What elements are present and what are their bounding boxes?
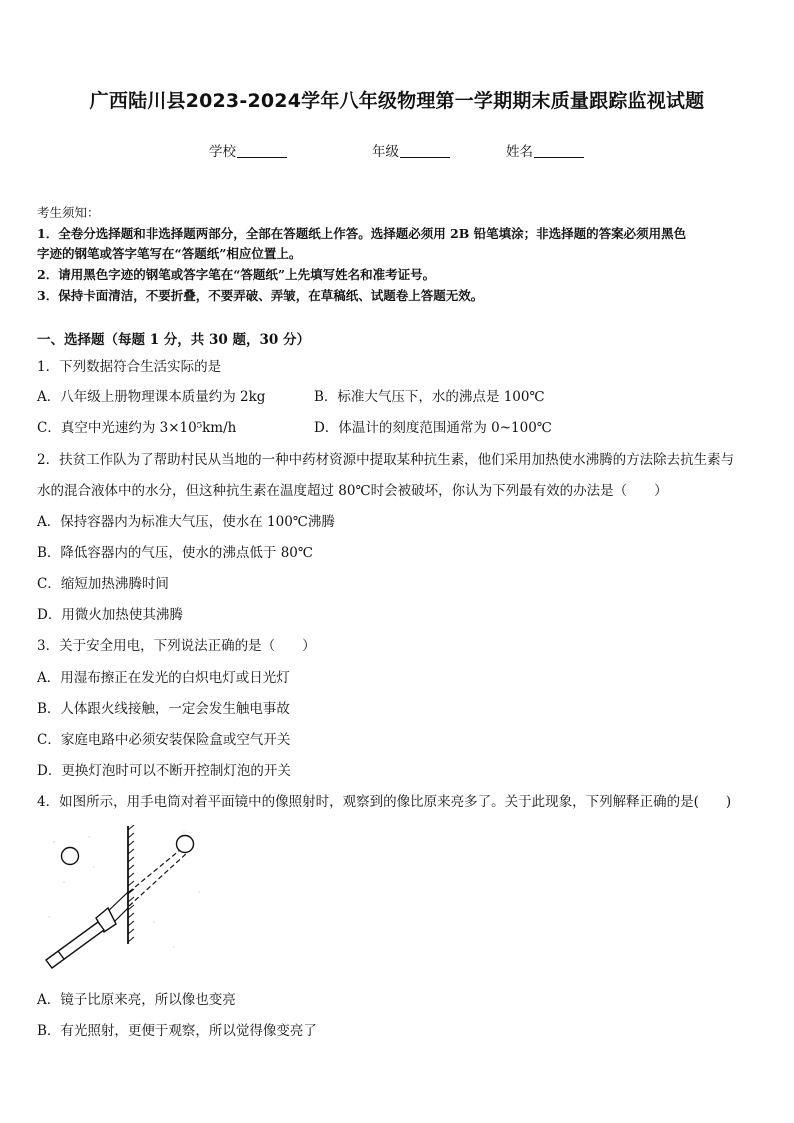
q2-stem-line-1: 2．扶贫工作队为了帮助村民从当地的一种中药材资源中提取某种抗生素，他们采用加热使水沸腾的方法除去抗生素与: [37, 452, 735, 468]
q3-stem: 3．关于安全用电，下列说法正确的是（ ）: [37, 638, 316, 654]
notice-item-2: 2．请用黑色字迹的钢笔或答字笔在“答题纸”上先填写姓名和准考证号。: [37, 267, 436, 282]
dashed-light-rays: [129, 850, 188, 906]
notice-item-1-line-2: 字迹的钢笔或答字笔写在“答题纸”相应位置上。: [37, 246, 302, 261]
object-ball-icon: [62, 848, 79, 865]
mirror-flashlight-figure: [34, 822, 214, 972]
page-title: 广西陆川县2023-2024学年八年级物理第一学期期末质量跟踪监视试题: [89, 90, 705, 112]
school-label: 学校: [209, 144, 236, 160]
q3-option-d[interactable]: D．更换灯泡时可以不断开控制灯泡的开关: [37, 763, 291, 779]
q4-stem: 4．如图所示，用手电筒对着平面镜中的像照射时，观察到的像比原来亮多了。关于此现象，下列解释正确的是( ): [37, 794, 732, 810]
q1-stem: 1．下列数据符合生活实际的是: [37, 359, 222, 375]
q1-option-b[interactable]: B．标准大气压下，水的沸点是 100℃: [314, 389, 545, 405]
notice-item-1-line-1: 1．全卷分选择题和非选择题两部分，全部在答题纸上作答。选择题必须用 2B 铅笔填涂；非选择题的答案必须用黑色: [37, 226, 687, 241]
q2-option-d[interactable]: D．用微火加热使其沸腾: [37, 607, 183, 623]
notice-item-3: 3．保持卡面清洁，不要折叠，不要弄破、弄皱，在草稿纸、试题卷上答题无效。: [37, 288, 484, 303]
school-field[interactable]: [209, 140, 287, 160]
q3-option-b[interactable]: B．人体跟火线接触，一定会发生触电事故: [37, 701, 290, 717]
grade-blank[interactable]: [400, 145, 450, 158]
q1-option-a[interactable]: A．八年级上册物理课本质量约为 2kg: [37, 389, 266, 405]
q1-option-c[interactable]: C．真空中光速约为 3×10⁵km/h: [37, 420, 237, 436]
name-field[interactable]: [506, 140, 584, 160]
school-blank[interactable]: [237, 145, 287, 158]
flashlight-icon: [46, 908, 116, 968]
q2-option-c[interactable]: C．缩短加热沸腾时间: [37, 576, 169, 592]
q4-option-a[interactable]: A．镜子比原来亮，所以像也变亮: [37, 992, 236, 1008]
grade-field[interactable]: [372, 140, 450, 160]
q1-option-d[interactable]: D．体温计的刻度范围通常为 0~100℃: [314, 420, 552, 436]
section-heading: 一、选择题（每题 1 分，共 30 题，30 分）: [37, 332, 310, 348]
q2-option-a[interactable]: A．保持容器内为标准大气压，使水在 100℃沸腾: [37, 514, 335, 530]
name-blank[interactable]: [534, 145, 584, 158]
notice-heading: 考生须知：: [37, 205, 100, 220]
q3-option-c[interactable]: C．家庭电路中必须安装保险盒或空气开关: [37, 732, 291, 748]
q4-option-b[interactable]: B．有光照射，更便于观察，所以觉得像变亮了: [37, 1023, 317, 1039]
q2-option-b[interactable]: B．降低容器内的气压，使水的沸点低于 80℃: [37, 545, 313, 561]
grade-label: 年级: [372, 144, 399, 160]
name-label: 姓名: [506, 144, 533, 160]
q3-option-a[interactable]: A．用湿布擦正在发光的白炽电灯或日光灯: [37, 670, 290, 686]
image-ball-icon: [177, 836, 194, 853]
q2-stem-line-2: 水的混合液体中的水分，但这种抗生素在温度超过 80℃时会被破坏，你认为下列最有效的办法是（ ）: [37, 483, 668, 499]
